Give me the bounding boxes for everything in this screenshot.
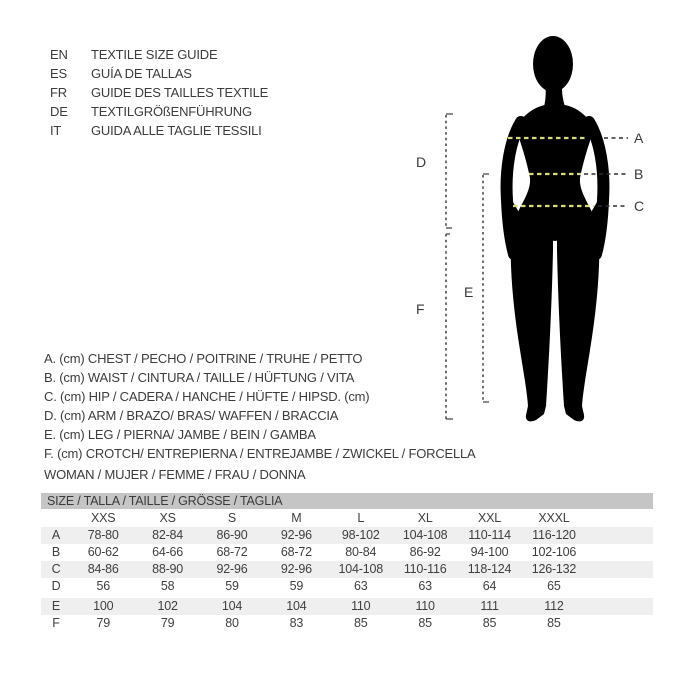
- size-cell: 64: [482, 579, 497, 593]
- silhouette-right-leg: [557, 202, 599, 421]
- measure-label-f: F: [416, 301, 425, 317]
- size-col-header: S: [227, 511, 237, 525]
- size-cell: 79: [160, 616, 175, 630]
- size-col-header-trail: [586, 510, 653, 527]
- size-cell: 80: [225, 616, 239, 630]
- size-cell: 104: [200, 598, 264, 615]
- size-cell: 111: [457, 598, 521, 615]
- size-cell-trail: [586, 544, 653, 561]
- size-cell: 112: [522, 598, 586, 615]
- size-cell: 104: [264, 598, 328, 615]
- language-title: TEXTILE SIZE GUIDE: [91, 47, 218, 62]
- size-cell: 79: [96, 616, 110, 630]
- language-code: ES: [50, 66, 67, 81]
- size-row-label: D: [51, 579, 61, 593]
- size-cell: 116-120: [522, 527, 586, 544]
- size-cell: 65: [547, 579, 561, 593]
- language-row: [50, 83, 268, 102]
- size-col-header: XL: [417, 511, 433, 525]
- size-cell: 85: [418, 616, 432, 630]
- legend-line: F. (cm) CROTCH/ ENTREPIERNA / ENTREJAMBE / ZWICKEL / FORCELLA: [44, 446, 476, 461]
- size-cell: 104-108: [329, 561, 393, 578]
- size-table-header-band: SIZE / TALLA / TAILLE / GRÖSSE / TAGLIA: [41, 493, 653, 509]
- size-cell: 110: [393, 598, 457, 615]
- size-row-label: E: [41, 598, 71, 615]
- legend-line: B. (cm) WAIST / CINTURA / TAILLE / HÜFTUNG / VITA: [44, 370, 355, 385]
- language-row: [50, 64, 268, 83]
- silhouette-left-leg: [511, 202, 553, 421]
- size-row-label: A: [41, 527, 71, 544]
- size-cell-trail: [586, 578, 653, 595]
- size-cell: 85: [354, 616, 368, 630]
- size-cell-trail: [586, 598, 653, 615]
- size-cell: 78-80: [71, 527, 135, 544]
- language-row: [50, 45, 268, 64]
- size-cell: 110-116: [393, 561, 457, 578]
- legend-line: D. (cm) ARM / BRAZO/ BRAS/ WAFFEN / BRACCIA: [44, 408, 339, 423]
- size-cell: 110: [329, 598, 393, 615]
- size-cell: 85: [482, 616, 497, 630]
- size-cell: 68-72: [280, 545, 312, 559]
- measure-label-b: B: [634, 166, 644, 182]
- size-cell: 86-90: [200, 527, 264, 544]
- size-cell: 64-66: [152, 545, 184, 559]
- language-title: GUÍA DE TALLAS: [91, 66, 192, 81]
- size-cell: 102-106: [531, 545, 577, 559]
- size-row-label: B: [51, 545, 61, 559]
- woman-silhouette: [507, 36, 604, 421]
- size-cell: 86-92: [409, 545, 441, 559]
- size-cell: 56: [96, 579, 110, 593]
- size-cell-trail: [586, 561, 653, 578]
- size-cell: 58: [160, 579, 175, 593]
- size-col-header: L: [357, 511, 365, 525]
- size-cell: 92-96: [200, 561, 264, 578]
- size-cell: 126-132: [522, 561, 586, 578]
- language-title: GUIDE DES TAILLES TEXTILE: [91, 85, 269, 100]
- silhouette-torso: [515, 104, 596, 241]
- measurement-legend: [44, 349, 476, 463]
- size-row-label: C: [41, 561, 71, 578]
- language-title: GUIDA ALLE TAGLIE TESSILI: [91, 123, 262, 138]
- legend-line: E. (cm) LEG / PIERNA/ JAMBE / BEIN / GAMBA: [44, 427, 316, 442]
- size-cell: 68-72: [216, 545, 248, 559]
- size-cell: 60-62: [87, 545, 119, 559]
- size-col-header-corner: [41, 510, 71, 527]
- legend-line: C. (cm) HIP / CADERA / HANCHE / HÜFTE / HIPSD. (cm): [44, 389, 370, 404]
- size-table-grid: [41, 510, 653, 632]
- measure-label-a: A: [634, 130, 644, 146]
- measure-label-d: D: [416, 154, 427, 170]
- size-cell-trail: [586, 615, 653, 632]
- size-cell: 63: [354, 579, 368, 593]
- size-cell: 118-124: [457, 561, 521, 578]
- size-table: [41, 493, 653, 632]
- size-cell: 83: [289, 616, 304, 630]
- measure-label-c: C: [634, 198, 645, 214]
- language-code: EN: [50, 47, 68, 62]
- size-col-header: XXS: [90, 511, 116, 525]
- size-cell: 92-96: [264, 561, 328, 578]
- size-cell: 100: [71, 598, 135, 615]
- gender-line: WOMAN / MUJER / FEMME / FRAU / DONNA: [44, 467, 306, 482]
- size-cell: 85: [547, 616, 561, 630]
- size-cell-trail: [586, 527, 653, 544]
- size-cell: 59: [289, 579, 304, 593]
- language-row: [50, 102, 268, 121]
- size-col-header: XXXL: [538, 511, 570, 525]
- size-cell: 102: [135, 598, 199, 615]
- language-code: DE: [50, 104, 68, 119]
- size-col-header: XXL: [478, 511, 502, 525]
- size-cell: 82-84: [135, 527, 199, 544]
- size-cell: 92-96: [264, 527, 328, 544]
- size-cell: 80-84: [345, 545, 377, 559]
- size-col-header: M: [291, 511, 302, 525]
- language-row: [50, 121, 268, 140]
- size-cell: 88-90: [135, 561, 199, 578]
- size-cell: 84-86: [71, 561, 135, 578]
- size-cell: 104-108: [393, 527, 457, 544]
- language-code: FR: [50, 85, 67, 100]
- size-row-label: F: [52, 616, 60, 630]
- measure-label-e: E: [464, 284, 474, 300]
- size-cell: 98-102: [329, 527, 393, 544]
- language-title: TEXTILGRÖßENFÜHRUNG: [91, 104, 252, 119]
- language-code: IT: [50, 123, 62, 138]
- size-cell: 59: [225, 579, 239, 593]
- size-col-header: XS: [159, 511, 176, 525]
- size-cell: 94-100: [470, 545, 509, 559]
- legend-line: A. (cm) CHEST / PECHO / POITRINE / TRUHE / PETTO: [44, 351, 363, 366]
- size-cell: 63: [418, 579, 432, 593]
- size-cell: 110-114: [457, 527, 521, 544]
- language-title-list: [50, 45, 268, 140]
